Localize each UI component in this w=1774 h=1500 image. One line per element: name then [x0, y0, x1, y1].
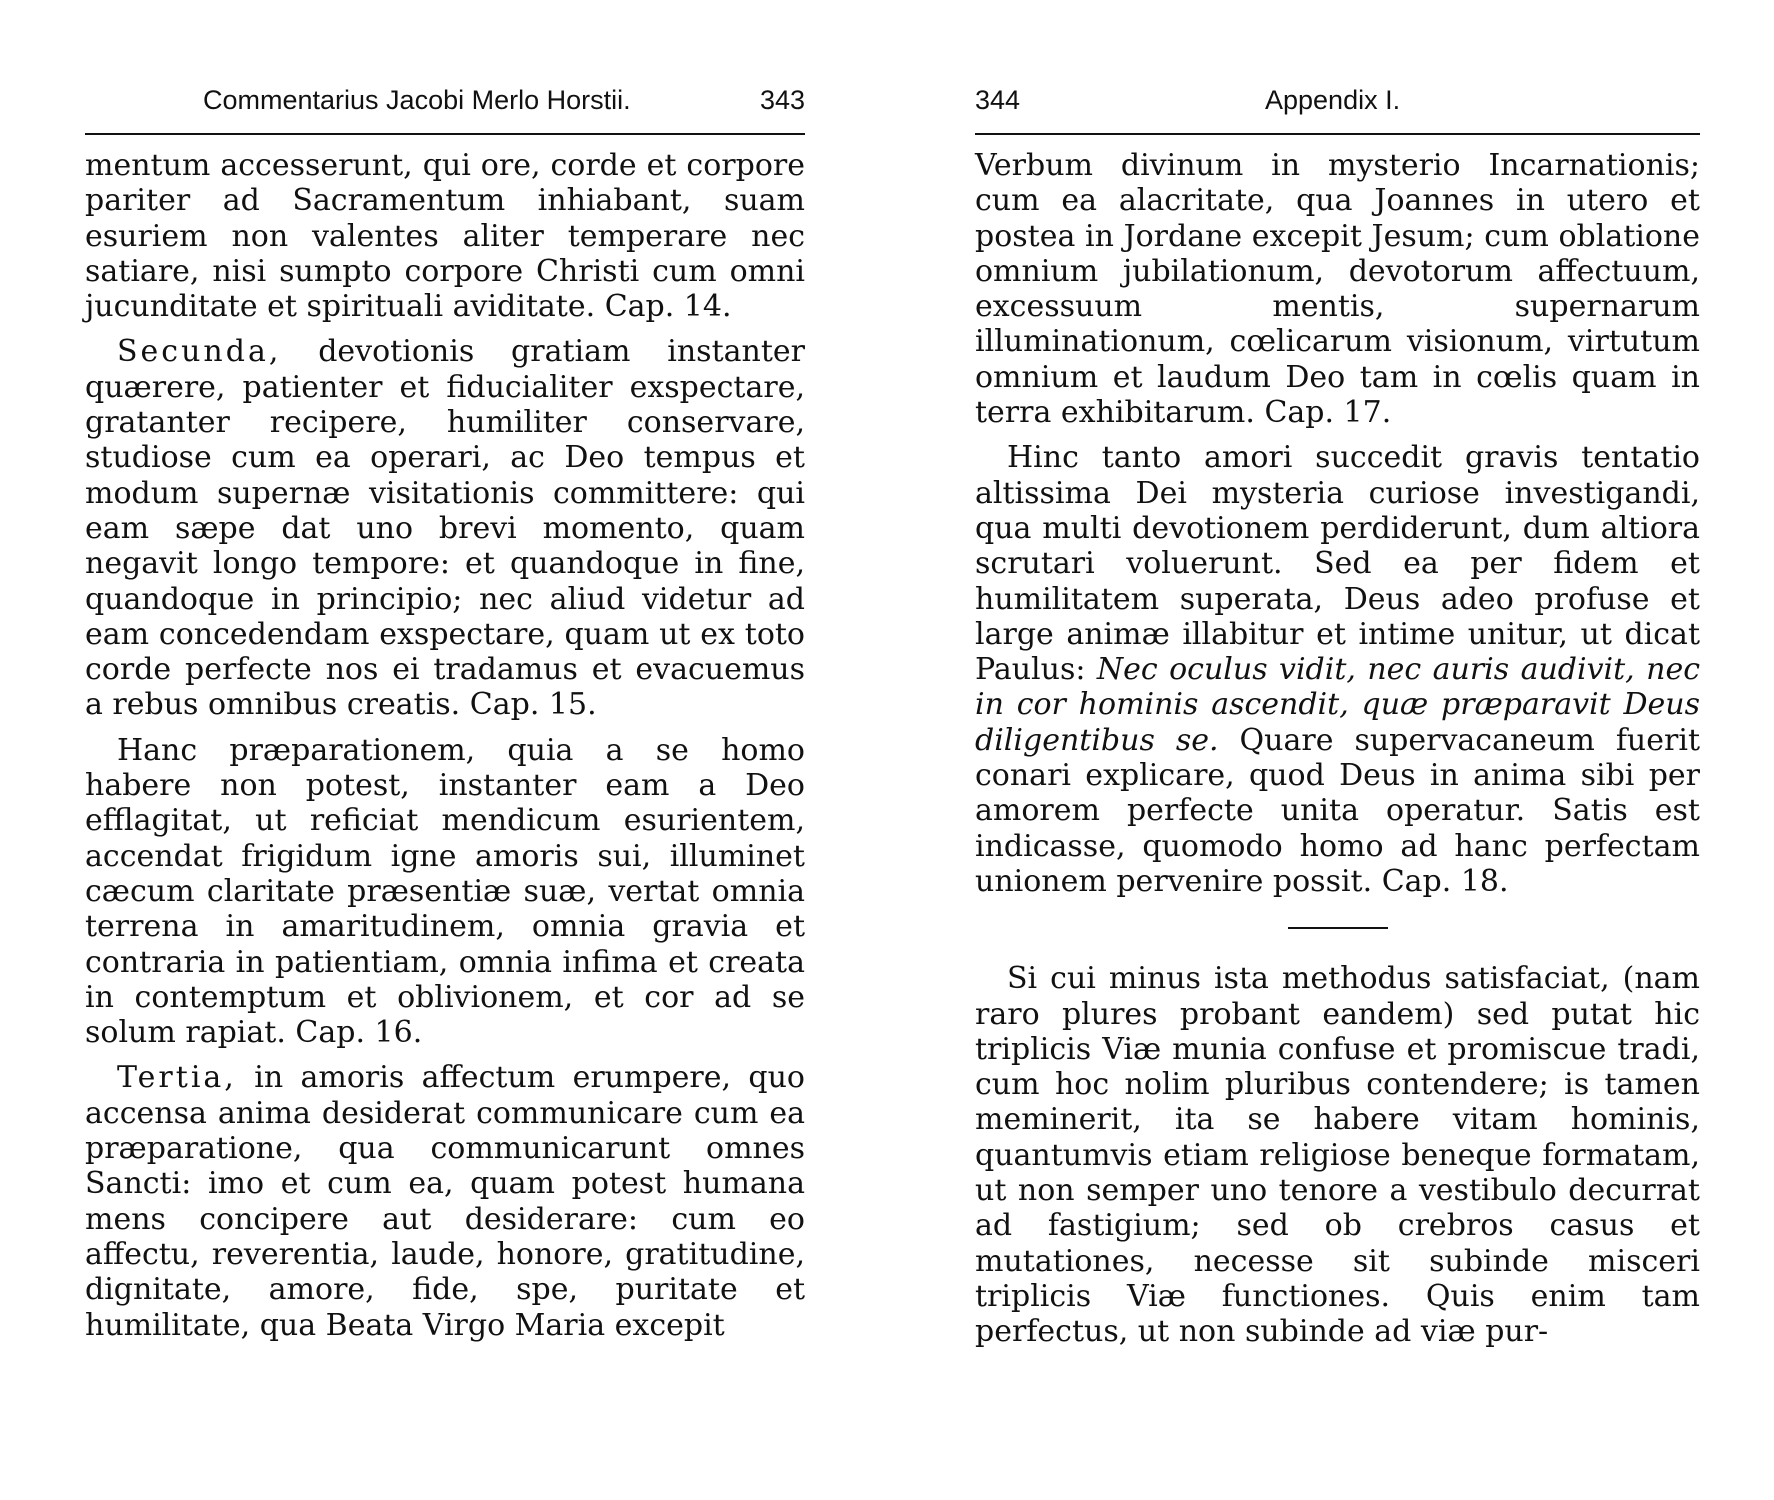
body-text: [85, 148, 805, 1343]
body-text: [975, 148, 1700, 1350]
page-number: 344: [975, 85, 1021, 115]
paragraph: [975, 440, 1700, 899]
paragraph: [85, 1060, 805, 1342]
scripture-quote: Nec oculus vidit, nec auris audivit, nec in cor hominis ascendit, quæ præparavit Deus diligentibus se.: [975, 652, 1700, 758]
paragraph-lead-word: Secunda,: [117, 334, 282, 370]
page-number: 343: [759, 85, 805, 115]
header-rule: [975, 133, 1700, 135]
paragraph: [85, 148, 805, 324]
chapter-reference: Cap. 15.: [469, 687, 597, 723]
paragraph-text: Hinc tanto amori succedit gravis tentatio altissima Dei mysteria curiose investigandi, qua multi devotionem perdiderunt, dum altiora scrutari voluerunt. Sed ea per fidem et humilitatem superata, Deus adeo profuse et large animæ illabitur et intime unitur, ut dicat Paulus:: [975, 440, 1700, 688]
running-title: Commentarius Jacobi Merlo Horstii.: [203, 85, 631, 115]
running-head-left: [85, 82, 805, 118]
chapter-reference: Cap. 18.: [1381, 863, 1509, 899]
chapter-reference: Cap. 14.: [604, 289, 732, 325]
running-title: Appendix I.: [1265, 85, 1401, 115]
paragraph-text: devotionis gratiam instanter quærere, patienter et fiducialiter exspectare, gratanter recipere, humiliter conservare, studiose cum ea operari, ac Deo tempus et modum supernæ visitationis committere: qui eam sæpe dat uno brevi momento, quam negavit longo tempore: et quandoque in fine, quandoque in principio; nec aliud videtur ad eam concedendam exspectare, quam ut ex toto corde perfecte nos ei tradamus et evacuemus a rebus omnibus creatis.: [85, 334, 805, 723]
chapter-reference: Cap. 16.: [295, 1015, 423, 1051]
paragraph: [975, 148, 1700, 430]
paragraph-text: mentum accesserunt, qui ore, corde et corpore pariter ad Sacramentum inhiabant, suam esuriem non valentes aliter temperare nec satiare, nisi sumpto corpore Christi cum omni jucunditate et spirituali aviditate.: [85, 148, 805, 325]
header-rule: [85, 133, 805, 135]
paragraph-lead-word: Tertia,: [117, 1060, 237, 1096]
paragraph-text: Hanc præparationem, quia a se homo habere non potest, instanter eam a Deo efflagitat, ut reficiat mendicum esurientem, accendat frigidum igne amoris sui, illuminet cæcum claritate præsentiæ suæ, vertat omnia terrena in amaritudinem, omnia gravia et contraria in patientiam, omnia infima et creata in contemptum et oblivionem, et cor ad se solum rapiat.: [85, 732, 805, 1051]
running-head-right: [975, 82, 1700, 118]
paragraph-text: Verbum divinum in mysterio Incarnationis; cum ea alacritate, qua Joannes in utero et postea in Jordane excepit Jesum; cum oblatione omnium jubilationum, devotorum affectuum, excessuum mentis, supernarum illuminationum, cœlicarum visionum, virtutum omnium et laudum Deo tam in cœlis quam in terra exhibitarum.: [975, 148, 1700, 431]
paragraph-text: Quare supervacaneum fuerit conari explicare, quod Deus in anima sibi per amorem perfecte unita operatur. Satis est indicasse, quomodo homo ad hanc perfectam unionem pervenire possit.: [975, 722, 1700, 899]
paragraph-text: in amoris affectum erumpere, quo accensa anima desiderat communicare cum ea præparatione, qua communicarunt omnes Sancti: imo et cum ea, quam potest humana mens concipere aut desiderare: cum eo affectu, reverentia, laude, honore, gratitudine, dignitate, amore, fide, spe, puritate et humilitate, qua Beata Virgo Maria excepit: [85, 1060, 805, 1343]
paragraph-text: Si cui minus ista methodus satisfaciat, (nam raro plures probant eandem) sed putat hic triplicis Viæ munia confuse et promiscue tradi, cum hoc nolim pluribus contendere; is tamen meminerit, ita se habere vitam hominis, quantumvis etiam religiose beneque formatam, ut non semper uno tenore a vestibulo decurrat ad fastigium; sed ob crebros casus et mutationes, necesse sit subinde misceri triplicis Viæ functiones. Quis enim tam perfectus, ut non subinde ad viæ pur-: [975, 961, 1700, 1350]
paragraph: [85, 334, 805, 722]
paragraph: [975, 961, 1700, 1349]
chapter-reference: Cap. 17.: [1264, 395, 1392, 431]
section-separator-rule: [1288, 927, 1388, 929]
paragraph: [85, 733, 805, 1051]
